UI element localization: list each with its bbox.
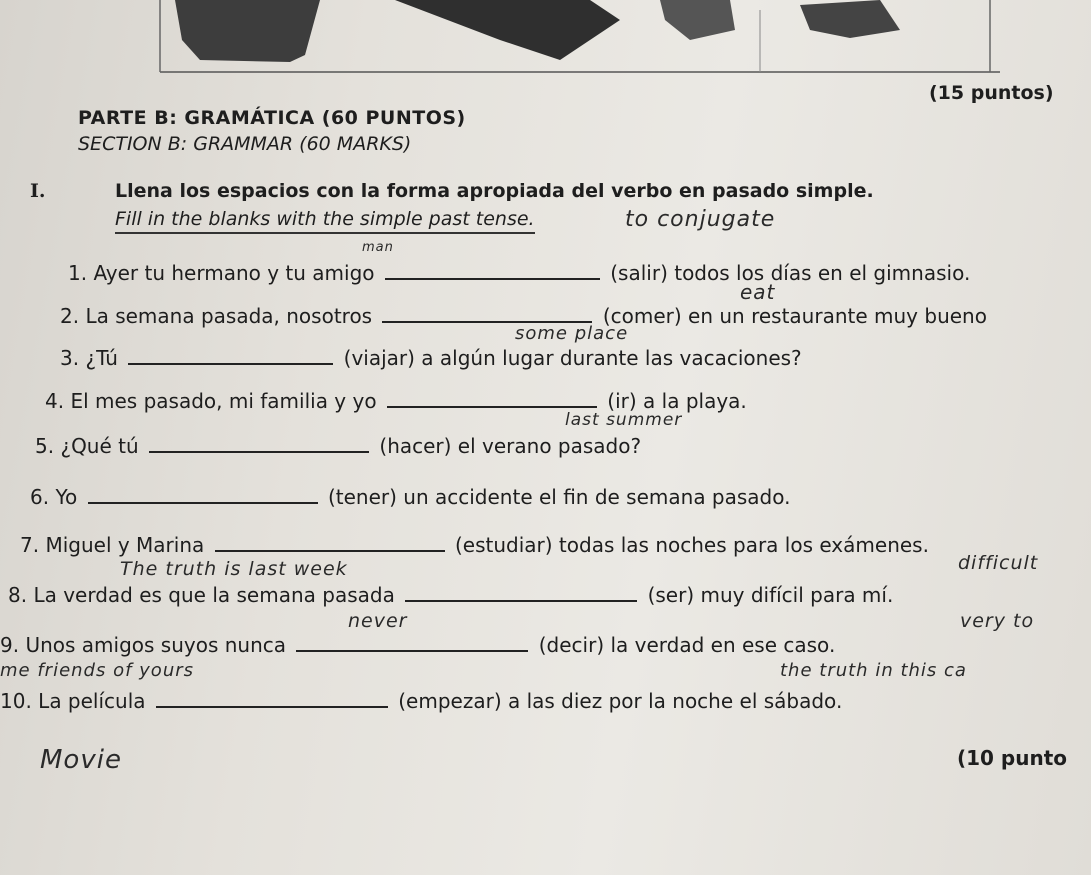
question-number: 9. [0, 633, 20, 657]
clothing-images [0, 0, 1091, 80]
answer-blank-4[interactable] [387, 388, 597, 408]
question-text-before: El mes pasado, mi familia y yo [70, 389, 377, 413]
instruction-english: Fill in the blanks with the simple past tense. [115, 208, 535, 234]
question-3 [60, 345, 802, 370]
answer-blank-5[interactable] [149, 433, 369, 453]
question-text-before: Ayer tu hermano y tu amigo [93, 261, 375, 285]
question-1 [68, 260, 970, 285]
handwritten-q8-right: difficult [958, 552, 1039, 574]
question-text-after: (salir) todos los días en el gimnasio. [610, 261, 971, 285]
question-number: 6. [30, 485, 50, 509]
question-number: 2. [60, 304, 80, 328]
question-text-after: (comer) en un restaurante muy bueno [602, 304, 987, 328]
question-text-before: La semana pasada, nosotros [85, 304, 373, 328]
question-9 [0, 632, 835, 657]
question-number: 1. [68, 261, 88, 285]
question-number: 3. [60, 346, 80, 370]
question-text-after: (hacer) el verano pasado? [379, 434, 642, 458]
instruction-numeral: I. [30, 180, 46, 202]
answer-blank-1[interactable] [385, 260, 600, 280]
question-text-before: La verdad es que la semana pasada [33, 583, 395, 607]
question-text-after: (estudiar) todas las noches para los exámenes. [455, 533, 929, 557]
handwritten-q10-right: the truth in this ca [780, 660, 967, 681]
handwritten-q2: eat [740, 280, 776, 304]
handwritten-note-conjugate: to conjugate [625, 207, 776, 232]
question-text-after: (tener) un accidente el fin de semana pasado. [327, 485, 791, 509]
handwritten-q9: never [348, 610, 408, 632]
question-number: 4. [45, 389, 65, 413]
scarf-image [395, 0, 620, 60]
handwritten-bottom-left: Movie [40, 745, 122, 775]
handwritten-q8: The truth is last week [120, 558, 348, 580]
answer-blank-2[interactable] [382, 303, 592, 323]
question-text-before: Unos amigos suyos nunca [25, 633, 287, 657]
instruction-spanish: Llena los espacios con la forma apropiada del verbo en pasado simple. [115, 180, 874, 202]
handwritten-q10: me friends of yours [0, 660, 194, 681]
question-number: 10. [0, 689, 32, 713]
question-6 [30, 484, 791, 509]
answer-blank-9[interactable] [296, 632, 528, 652]
handwritten-q1: man [362, 240, 394, 255]
question-number: 5. [35, 434, 55, 458]
question-5 [35, 433, 641, 458]
shirt-image [175, 0, 320, 62]
handwritten-q5: last summer [565, 410, 683, 430]
points-bottom: (10 punto [957, 746, 1068, 770]
answer-blank-7[interactable] [215, 532, 445, 552]
answer-blank-3[interactable] [128, 345, 333, 365]
glove-image [800, 0, 900, 38]
question-text-after: (ser) muy difícil para mí. [647, 583, 894, 607]
question-text-before: ¿Qué tú [60, 434, 139, 458]
handwritten-q9-right: very to [960, 610, 1035, 632]
question-text-after: (ir) a la playa. [607, 389, 747, 413]
question-text-after: (empezar) a las diez por la noche el sábado. [398, 689, 843, 713]
question-7 [20, 532, 929, 557]
question-text-after: (viajar) a algún lugar durante las vacaciones? [343, 346, 802, 370]
question-text-before: ¿Tú [85, 346, 118, 370]
question-number: 8. [8, 583, 28, 607]
handwritten-q3: some place [515, 323, 629, 344]
answer-blank-10[interactable] [156, 688, 388, 708]
question-text-before: La película [38, 689, 146, 713]
question-number: 7. [20, 533, 40, 557]
question-10 [0, 688, 842, 713]
question-text-after: (decir) la verdad en ese caso. [538, 633, 836, 657]
question-text-before: Miguel y Marina [45, 533, 205, 557]
part-title: PARTE B: GRAMÁTICA (60 PUNTOS) [78, 107, 466, 129]
points-top: (15 puntos) [929, 82, 1054, 104]
question-8 [8, 582, 893, 607]
section-title: SECTION B: GRAMMAR (60 MARKS) [78, 133, 412, 155]
question-text-before: Yo [55, 485, 78, 509]
answer-blank-6[interactable] [88, 484, 318, 504]
answer-blank-8[interactable] [405, 582, 637, 602]
